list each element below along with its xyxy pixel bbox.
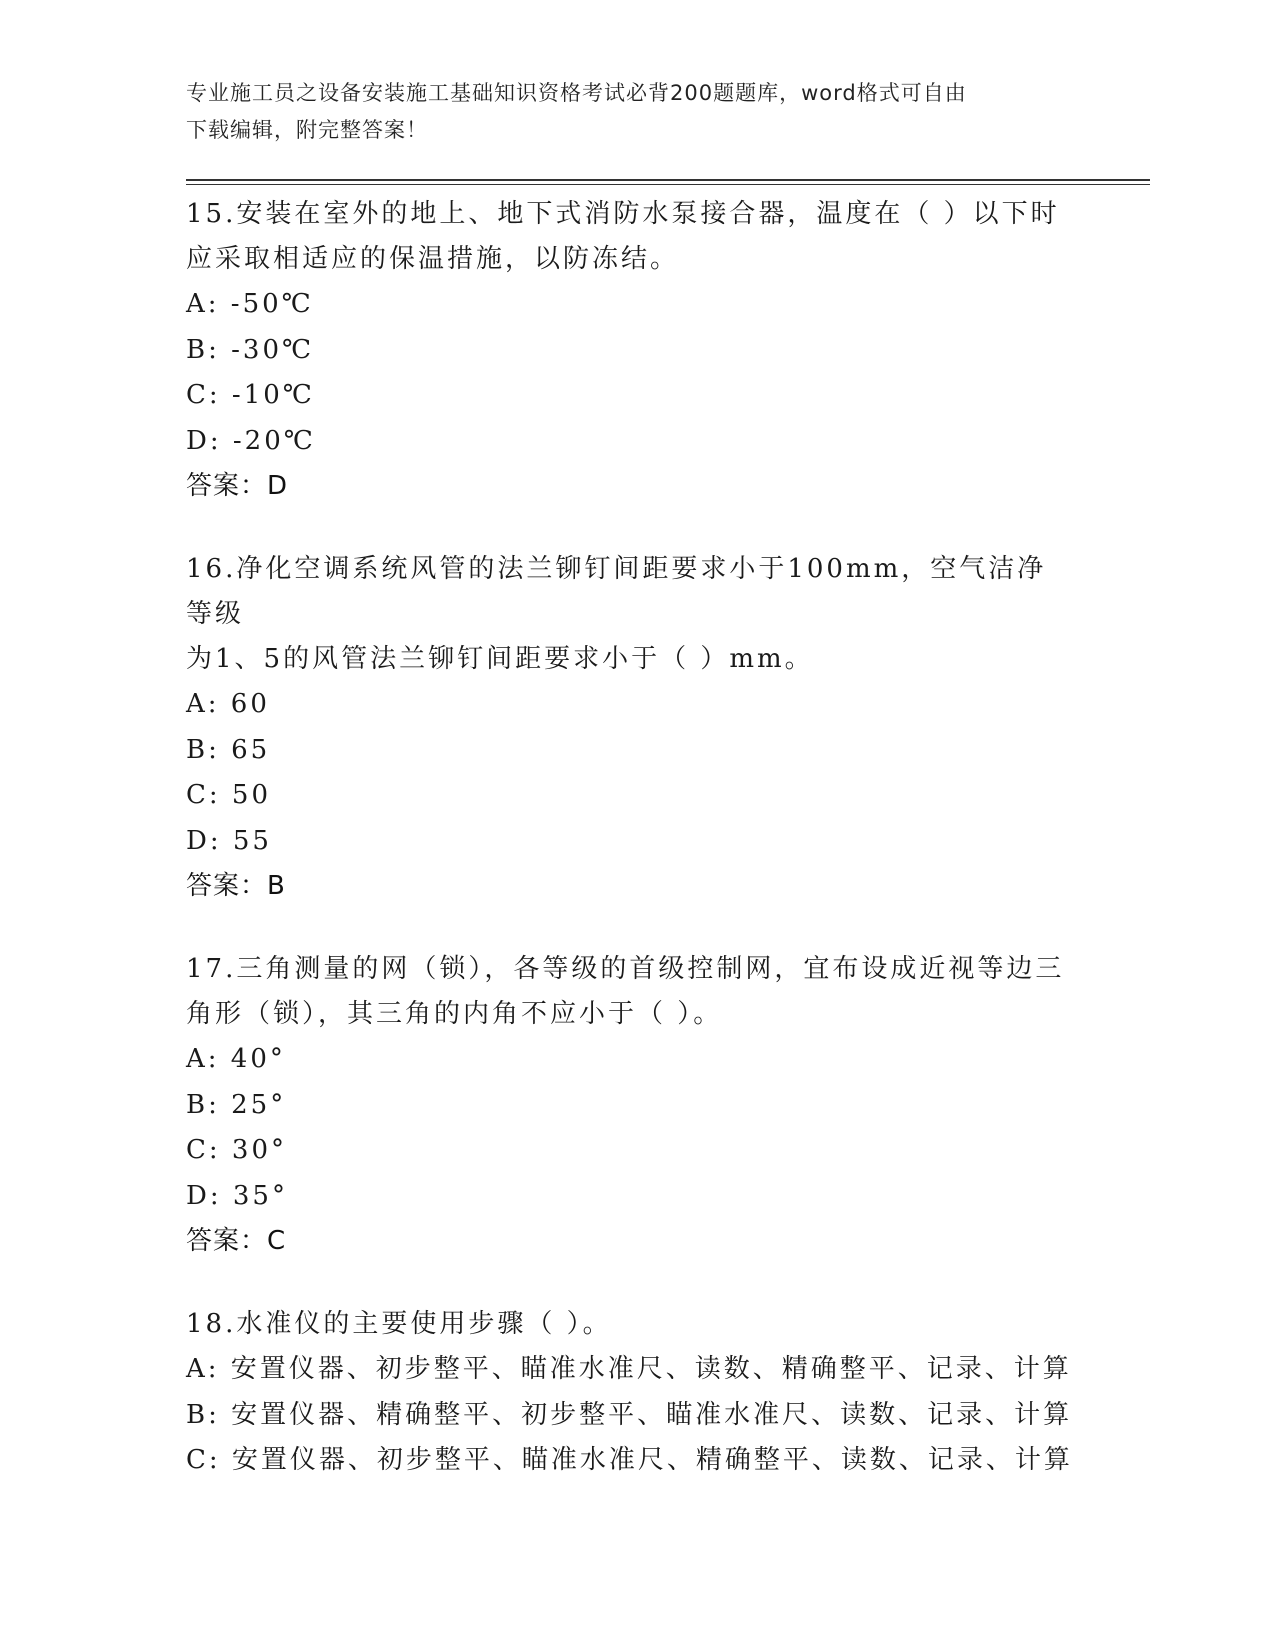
option-b: B: 25° bbox=[186, 1089, 287, 1120]
answer-line: 答案：B bbox=[186, 871, 286, 901]
answer-line: 答案：D bbox=[186, 471, 289, 501]
question-16 bbox=[186, 547, 1150, 909]
answer-line: 答案：C bbox=[186, 1226, 287, 1256]
question-stem bbox=[186, 1302, 1066, 1347]
option-b: B: -30℃ bbox=[186, 334, 315, 365]
option-c: C: 30° bbox=[186, 1135, 288, 1165]
option-d: D: 55 bbox=[186, 825, 272, 856]
option-b: B: 65 bbox=[186, 734, 271, 765]
option-d: D: -20℃ bbox=[186, 425, 316, 456]
option-c: C: 安置仪器、初步整平、瞄准水准尺、精确整平、读数、记录、计算 bbox=[186, 1445, 1073, 1475]
header-line-1: 专业施工员之设备安装施工基础知识资格考试必背200题题库，word格式可自由 bbox=[186, 81, 967, 105]
question-stem-line: 16.净化空调系统风管的法兰铆钉间距要求小于100mm，空气洁净等级 bbox=[186, 554, 1047, 629]
option-a: A: 安置仪器、初步整平、瞄准水准尺、读数、精确整平、记录、计算 bbox=[186, 1354, 1072, 1384]
question-15 bbox=[186, 192, 1150, 509]
option-a: A: 60 bbox=[186, 689, 270, 719]
question-stem-line: 15.安装在室外的地上、地下式消防水泵接合器，温度在（ ）以下时 bbox=[186, 199, 1060, 229]
question-stem bbox=[186, 192, 1066, 282]
question-18 bbox=[186, 1302, 1150, 1484]
question-stem-line: 18.水准仪的主要使用步骤（ ）。 bbox=[186, 1309, 612, 1339]
header-line-2: 下载编辑，附完整答案！ bbox=[186, 118, 428, 142]
question-stem-line: 应采取相适应的保温措施，以防冻结。 bbox=[186, 244, 680, 274]
question-stem-line: 角形（锁），其三角的内角不应小于（ ）。 bbox=[186, 999, 723, 1029]
question-17 bbox=[186, 947, 1150, 1264]
option-a: A: 40° bbox=[186, 1044, 286, 1074]
document-header bbox=[186, 75, 1066, 149]
header-divider-thick bbox=[186, 179, 1150, 181]
option-c: C: -10℃ bbox=[186, 380, 315, 410]
question-stem bbox=[186, 947, 1066, 1037]
question-stem bbox=[186, 547, 1066, 682]
question-list bbox=[186, 192, 1150, 1522]
question-stem-line: 为1、5的风管法兰铆钉间距要求小于（ ）mm。 bbox=[186, 644, 814, 674]
question-stem-line: 17.三角测量的网（锁），各等级的首级控制网，宜布设成近视等边三 bbox=[186, 954, 1065, 984]
option-d: D: 35° bbox=[186, 1180, 288, 1211]
option-b: B: 安置仪器、精确整平、初步整平、瞄准水准尺、读数、记录、计算 bbox=[186, 1399, 1073, 1430]
option-a: A: -50℃ bbox=[186, 289, 314, 319]
option-c: C: 50 bbox=[186, 780, 272, 810]
header-divider-thin bbox=[186, 184, 1150, 185]
